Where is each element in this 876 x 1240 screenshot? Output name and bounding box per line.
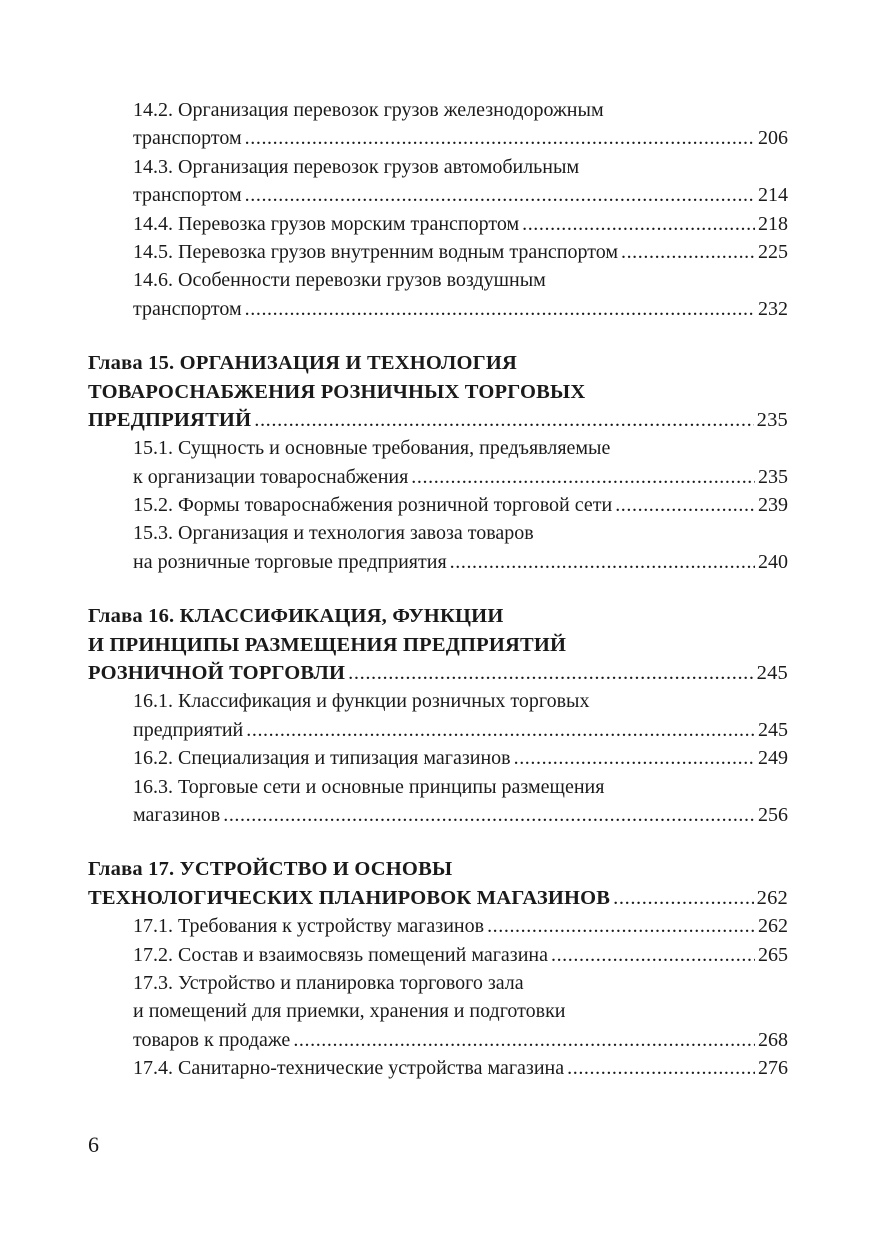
dot-leader	[551, 941, 755, 969]
dot-leader	[293, 1026, 755, 1054]
toc-entry-text: 15.1. Сущность и основные требования, предъявляемые	[133, 437, 611, 460]
dot-leader	[621, 238, 755, 266]
toc-page-number: 235	[758, 465, 788, 488]
toc-section-line	[88, 210, 788, 238]
toc-entry-text: магазинов	[133, 803, 221, 826]
toc-section-line	[88, 687, 788, 715]
toc-page-number: 268	[758, 1028, 788, 1051]
dot-leader	[223, 801, 755, 829]
toc-entry-text: 17.3. Устройство и планировка торгового зала	[133, 971, 524, 994]
toc-page-number: 265	[758, 943, 788, 966]
toc-entry-text: к организации товароснабжения	[133, 465, 409, 488]
toc-section-line	[88, 548, 788, 576]
dot-leader	[245, 124, 755, 152]
toc-page-number: 240	[758, 550, 788, 573]
toc-entry-text: 14.2. Организация перевозок грузов железнодорожным	[133, 99, 604, 121]
toc-section-line	[88, 1054, 788, 1082]
toc-section-line	[88, 295, 788, 323]
dot-leader	[613, 884, 753, 912]
toc-section-line	[88, 434, 788, 462]
toc-page-number: 225	[758, 240, 788, 263]
toc-section-line	[88, 716, 788, 744]
toc-entry-text: товаров к продаже	[133, 1028, 291, 1051]
toc-entry-text: предприятий	[133, 718, 244, 741]
dot-leader	[615, 491, 755, 519]
dot-leader	[246, 716, 755, 744]
dot-leader	[487, 912, 755, 940]
toc-entry-text: Глава 16. КЛАССИФИКАЦИЯ, ФУНКЦИИ	[88, 605, 504, 628]
toc-entry-text: ПРЕДПРИЯТИЙ	[88, 408, 252, 431]
toc-entry-text: ТОВАРОСНАБЖЕНИЯ РОЗНИЧНЫХ ТОРГОВЫХ	[88, 380, 586, 403]
toc-entry-text: 17.4. Санитарно-технические устройства магазина	[133, 1057, 565, 1080]
toc-page-number: 249	[758, 747, 788, 770]
toc-section-line	[88, 941, 788, 969]
table-of-contents	[88, 96, 788, 1083]
toc-entry-text: 17.2. Состав и взаимосвязь помещений магазина	[133, 943, 548, 966]
toc-section-line	[88, 519, 788, 547]
toc-entry-text: ТЕХНОЛОГИЧЕСКИХ ПЛАНИРОВОК МАГАЗИНОВ	[88, 886, 611, 909]
toc-entry-text: 14.3. Организация перевозок грузов автомобильным	[133, 155, 580, 178]
page-number: 6	[88, 1132, 99, 1157]
toc-section-line	[88, 744, 788, 772]
toc-chapter-line	[88, 602, 788, 630]
toc-page-number: 262	[758, 915, 788, 938]
dot-leader	[245, 181, 755, 209]
toc-chapter-line	[88, 378, 788, 406]
toc-section-line	[88, 96, 788, 124]
toc-page-number: 239	[758, 494, 788, 517]
toc-section-line	[88, 266, 788, 294]
toc-page-number: 214	[758, 184, 788, 207]
toc-chapter-line	[88, 884, 788, 912]
dot-leader	[245, 295, 755, 323]
toc-chapter-line	[88, 631, 788, 659]
toc-entry-text: 17.1. Требования к устройству магазинов	[133, 915, 485, 938]
toc-entry-text: транспортом	[133, 127, 242, 150]
toc-section-line	[88, 124, 788, 152]
toc-entry-text: 16.3. Торговые сети и основные принципы размещения	[133, 775, 605, 798]
toc-page-number: 276	[758, 1057, 788, 1080]
toc-entry-text: на розничные торговые предприятия	[133, 550, 447, 573]
toc-entry-text: 14.4. Перевозка грузов морским транспортом	[133, 212, 520, 235]
toc-section-line	[88, 997, 788, 1025]
toc-entry-text: 14.6. Особенности перевозки грузов воздушным	[133, 269, 546, 292]
dot-leader	[522, 210, 755, 238]
toc-page-number: 218	[758, 212, 788, 235]
toc-page-number: 235	[756, 408, 788, 431]
toc-page-number: 245	[756, 662, 788, 685]
dot-leader	[411, 463, 755, 491]
toc-entry-text: транспортом	[133, 184, 242, 207]
toc-chapter-line	[88, 349, 788, 377]
toc-section-line	[88, 491, 788, 519]
toc-section-line	[88, 969, 788, 997]
toc-entry-text: 16.2. Специализация и типизация магазинов	[133, 747, 511, 770]
toc-chapter-line	[88, 406, 788, 434]
toc-page-number: 232	[758, 297, 788, 320]
toc-page-number: 256	[758, 803, 788, 826]
toc-entry-text: 15.2. Формы товароснабжения розничной торговой сети	[133, 494, 613, 517]
toc-entry-text: И ПРИНЦИПЫ РАЗМЕЩЕНИЯ ПРЕДПРИЯТИЙ	[88, 633, 567, 656]
toc-entry-text: Глава 15. ОРГАНИЗАЦИЯ И ТЕХНОЛОГИЯ	[88, 352, 518, 375]
toc-entry-text: 14.5. Перевозка грузов внутренним водным транспортом	[133, 240, 618, 263]
dot-leader	[254, 406, 753, 434]
toc-section-line	[88, 801, 788, 829]
toc-page-number: 262	[756, 886, 788, 909]
toc-entry-text: и помещений для приемки, хранения и подготовки	[133, 1000, 566, 1023]
toc-entry-text: Глава 17. УСТРОЙСТВО И ОСНОВЫ	[88, 858, 453, 881]
toc-section-line	[88, 153, 788, 181]
toc-section-line	[88, 181, 788, 209]
toc-section-line	[88, 463, 788, 491]
toc-section-line	[88, 773, 788, 801]
toc-section-line	[88, 912, 788, 940]
toc-entry-text: РОЗНИЧНОЙ ТОРГОВЛИ	[88, 662, 346, 685]
toc-section-line	[88, 238, 788, 266]
dot-leader	[514, 744, 755, 772]
dot-leader	[567, 1054, 755, 1082]
toc-page-number: 206	[758, 127, 788, 150]
toc-chapter-line	[88, 659, 788, 687]
dot-leader	[450, 548, 755, 576]
toc-section-line	[88, 1026, 788, 1054]
toc-entry-text: 15.3. Организация и технология завоза товаров	[133, 522, 534, 545]
dot-leader	[348, 659, 754, 687]
toc-chapter-line	[88, 855, 788, 883]
toc-page-number: 245	[758, 718, 788, 741]
toc-entry-text: транспортом	[133, 297, 242, 320]
toc-entry-text: 16.1. Классификация и функции розничных торговых	[133, 690, 590, 713]
